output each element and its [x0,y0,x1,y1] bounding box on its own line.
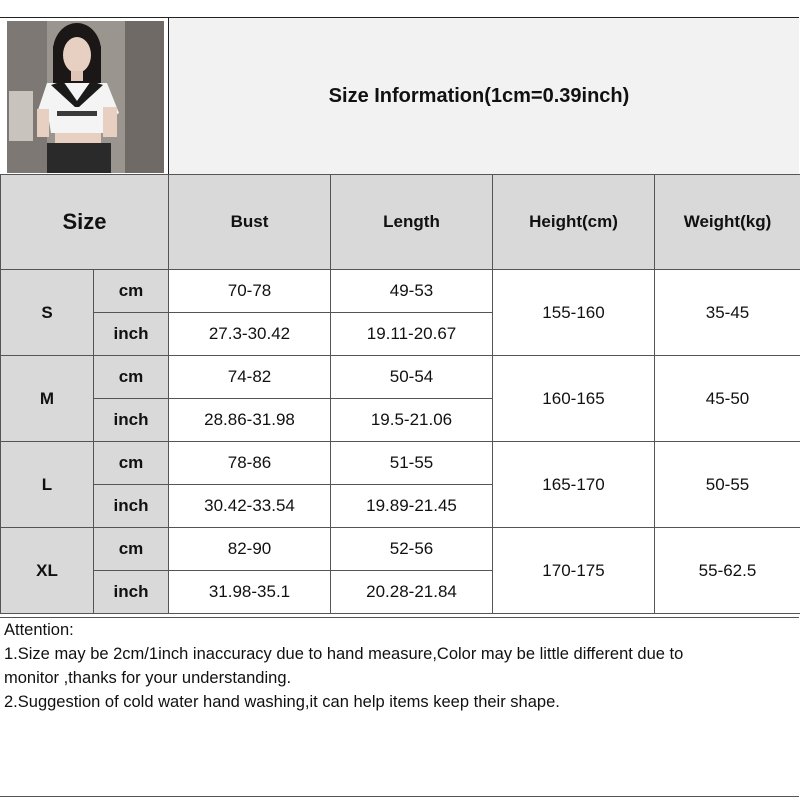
length-cm: 52-56 [331,528,493,571]
length-inch: 19.5-21.06 [331,399,493,442]
length-cm: 51-55 [331,442,493,485]
height-value: 165-170 [493,442,655,528]
size-label: S [1,270,94,356]
attention-notes [0,617,799,797]
size-label: L [1,442,94,528]
chart-header [0,17,799,176]
page-title: Size Information(1cm=0.39inch) [328,85,630,107]
height-value: 170-175 [493,528,655,614]
height-value: 155-160 [493,270,655,356]
bust-cm: 78-86 [169,442,331,485]
title-cell [169,18,799,175]
bust-inch: 27.3-30.42 [169,313,331,356]
unit-inch: inch [94,399,169,442]
attention-heading: Attention: [4,621,74,639]
attention-note-1-cont: monitor ,thanks for your understanding. [4,669,292,687]
unit-cm: cm [94,442,169,485]
header-weight: Weight(kg) [655,175,800,270]
length-inch: 20.28-21.84 [331,571,493,614]
weight-value: 45-50 [655,356,800,442]
bust-cm: 82-90 [169,528,331,571]
unit-inch: inch [94,313,169,356]
size-table [0,174,800,614]
unit-inch: inch [94,485,169,528]
photo-cell [0,18,169,175]
bust-inch: 28.86-31.98 [169,399,331,442]
header-row [1,175,800,270]
length-cm: 49-53 [331,270,493,313]
bust-inch: 31.98-35.1 [169,571,331,614]
bust-inch: 30.42-33.54 [169,485,331,528]
unit-cm: cm [94,528,169,571]
size-label: M [1,356,94,442]
size-label: XL [1,528,94,614]
table-row [1,270,800,313]
length-cm: 50-54 [331,356,493,399]
unit-cm: cm [94,356,169,399]
bust-cm: 70-78 [169,270,331,313]
header-size: Size [1,175,169,270]
header-bust: Bust [169,175,331,270]
weight-value: 35-45 [655,270,800,356]
table-row [1,356,800,399]
length-inch: 19.89-21.45 [331,485,493,528]
model-photo [7,21,164,173]
height-value: 160-165 [493,356,655,442]
bust-cm: 74-82 [169,356,331,399]
attention-note-1: 1.Size may be 2cm/1inch inaccuracy due to hand measure,Color may be little different due to [4,645,684,663]
unit-cm: cm [94,270,169,313]
table-row [1,442,800,485]
weight-value: 50-55 [655,442,800,528]
header-length: Length [331,175,493,270]
attention-note-2: 2.Suggestion of cold water hand washing,it can help items keep their shape. [4,693,560,711]
length-inch: 19.11-20.67 [331,313,493,356]
header-height: Height(cm) [493,175,655,270]
model-photo-icon [7,21,164,173]
unit-inch: inch [94,571,169,614]
table-row [1,528,800,571]
weight-value: 55-62.5 [655,528,800,614]
